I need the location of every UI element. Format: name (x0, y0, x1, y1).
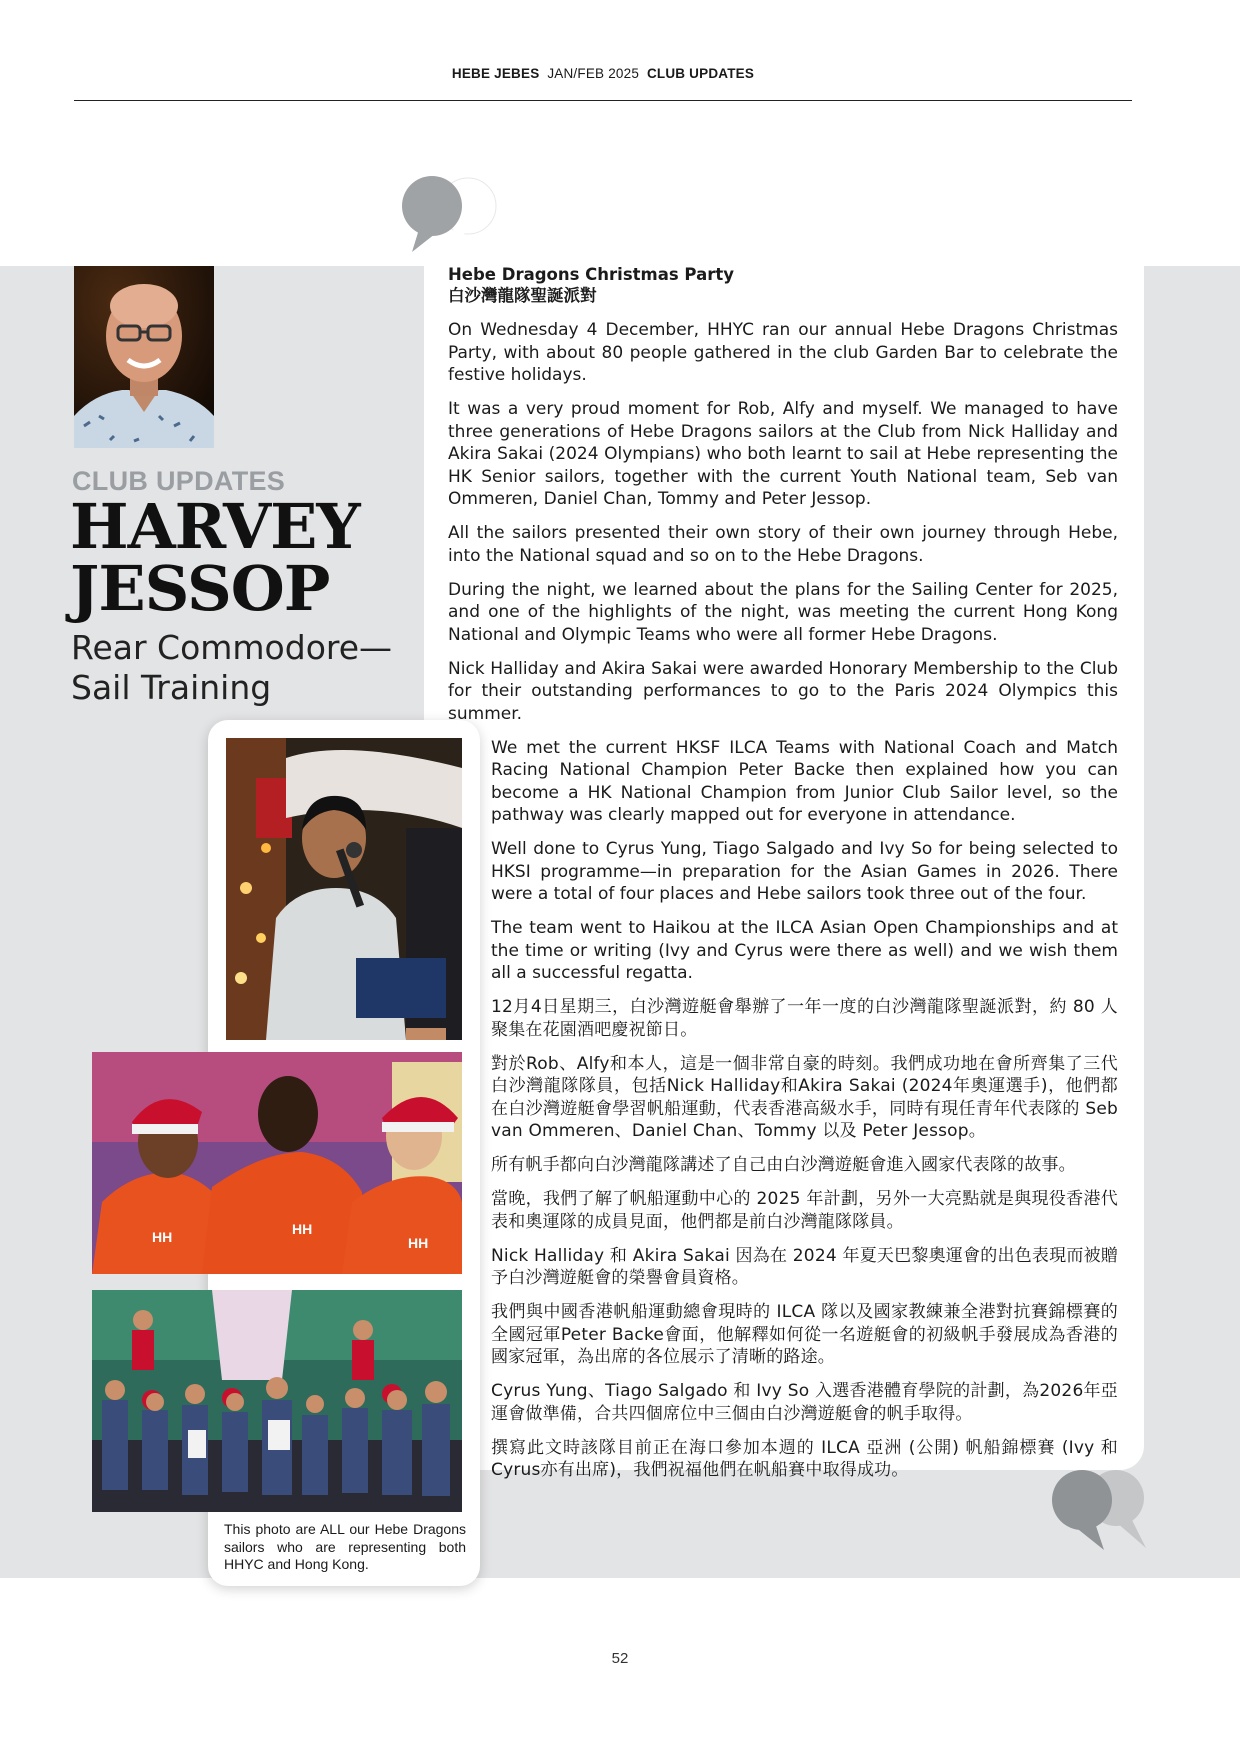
paragraph-en: On Wednesday 4 December, HHYC ran our annual Hebe Dragons Christmas Party, with about 80 people gathered in the club Garden Bar to celebrate the festive holidays. (448, 320, 1118, 385)
header-issue: JAN/FEB 2025 (547, 66, 640, 81)
author-name (70, 490, 360, 625)
paragraph-zh: 撰寫此文時該隊目前正在海口參加本週的 ILCA 亞洲 (公開) 帆船錦標賽 (Ivy 和 Cyrus亦有出席)，我們祝福他們在帆船賽中取得成功。 (491, 1437, 1118, 1480)
paragraph-en: Well done to Cyrus Yung, Tiago Salgado and Ivy So for being selected to HKSI programme—in preparation for the Asian Games in 2026. There were a total of four places and Hebe sailors took three out of the four. (491, 839, 1118, 904)
paragraph-en: We met the current HKSF ILCA Teams with National Coach and Match Racing National Champion Peter Backe then explained how you can become a HK National Champion from Junior Club Sailor level, so the pathway was clearly mapped out for everyone in attendance. (491, 737, 1118, 825)
author-portrait (74, 266, 214, 448)
paragraph-en: It was a very proud moment for Rob, Alfy and myself. We managed to have three generations of Hebe Dragons sailors at the Club from Nick Halliday and Akira Sakai (2024 Olympians) who both learnt to sail at Hebe representing the HK Senior sailors, together with the current Youth National team, Seb van Ommeren, Daniel Chan, Tommy and Peter Jessop. (448, 399, 1118, 509)
paragraph-zh: 當晚，我們了解了帆船運動中心的 2025 年計劃，另外一大亮點就是與現役香港代表和奧運隊的成員見面，他們都是前白沙灣龍隊隊員。 (491, 1189, 1118, 1232)
section-label: CLUB UPDATES (72, 466, 286, 496)
paragraph-zh: Nick Halliday 和 Akira Sakai 因為在 2024 年夏天巴黎奧運會的出色表現而被贈予白沙灣遊艇會的榮譽會員資格。 (491, 1245, 1118, 1288)
article-title-zh: 白沙灣龍隊聖誕派對 (448, 286, 597, 305)
article-title-en: Hebe Dragons Christmas Party (448, 265, 734, 284)
page-number: 52 (611, 1650, 629, 1667)
photo-speaker (226, 738, 462, 1040)
role-line-1: Rear Commodore— (71, 628, 393, 667)
paragraph-zh: 所有帆手都向白沙灣龍隊講述了自己由白沙灣遊艇會進入國家代表隊的故事。 (491, 1155, 1076, 1175)
author-last-name: JESSOP (70, 552, 330, 625)
paragraph-zh: Cyrus Yung、Tiago Salgado 和 Ivy So 入選香港體育學院的計劃，為2026年亞運會做準備，合共四個席位中三個由白沙灣遊艇會的帆手取得。 (491, 1381, 1118, 1424)
running-header (74, 66, 1132, 81)
header-section: CLUB UPDATES (646, 66, 755, 81)
svg-text:HH: HH (152, 1229, 173, 1245)
role-line-2: Sail Training (71, 668, 272, 707)
paragraph-en: Nick Halliday and Akira Sakai were awarded Honorary Membership to the Club for their outstanding performances to go to the Paris 2024 Olympics this summer. (448, 658, 1118, 724)
paragraph-zh: 我們與中國香港帆船運動總會現時的 ILCA 隊以及國家教練兼全港對抗賽錦標賽的全國冠軍Peter Backe會面，他解釋如何從一名遊艇會的初級帆手發展成為香港的國家冠軍，為出席的各位展示了清晰的路途。 (491, 1302, 1118, 1367)
svg-text:HH: HH (408, 1235, 429, 1251)
photo-caption: This photo are ALL our Hebe Dragons sailors who are representing both HHYC and Hong Kong. (224, 1521, 466, 1572)
header-rule (74, 100, 1132, 101)
paragraph-en: The team went to Haikou at the ILCA Asian Open Championships and at the time or writing (Ivy and Cyrus were there as well) and we wish them all a successful regatta. (491, 918, 1118, 983)
paragraph-en: All the sailors presented their own story of their own journey through Hebe, into the National squad and so on to the Hebe Dragons. (448, 523, 1118, 566)
svg-text:HH: HH (292, 1221, 313, 1237)
paragraph-zh: 對於Rob、Alfy和本人，這是一個非常自豪的時刻。我們成功地在會所齊集了三代白沙灣龍隊隊員，包括Nick Halliday和Akira Sakai (2024年奧運選手)，他們都在白沙灣遊艇會學習帆船運動，代表香港高級水手，同時有現任青年代表隊的 Seb van Ommeren、Daniel Chan、Tommy 以及 Peter Jessop。 (491, 1053, 1118, 1141)
header-magazine: HEBE JEBES (451, 66, 540, 81)
author-first-name: HARVEY (70, 490, 360, 563)
author-role (71, 628, 392, 708)
photo-group (92, 1290, 462, 1512)
photo-three-sailors (92, 1052, 462, 1274)
paragraph-en: During the night, we learned about the plans for the Sailing Center for 2025, and one of the highlights of the night, was meeting the current Hong Kong National and Olympic Teams who were all former Hebe Dragons. (448, 579, 1118, 645)
paragraph-zh: 12月4日星期三，白沙灣遊艇會舉辦了一年一度的白沙灣龍隊聖誕派對，約 80 人聚集在花園酒吧慶祝節日。 (491, 997, 1118, 1040)
opening-quote-icon (398, 170, 508, 252)
article-body (448, 264, 1118, 1493)
